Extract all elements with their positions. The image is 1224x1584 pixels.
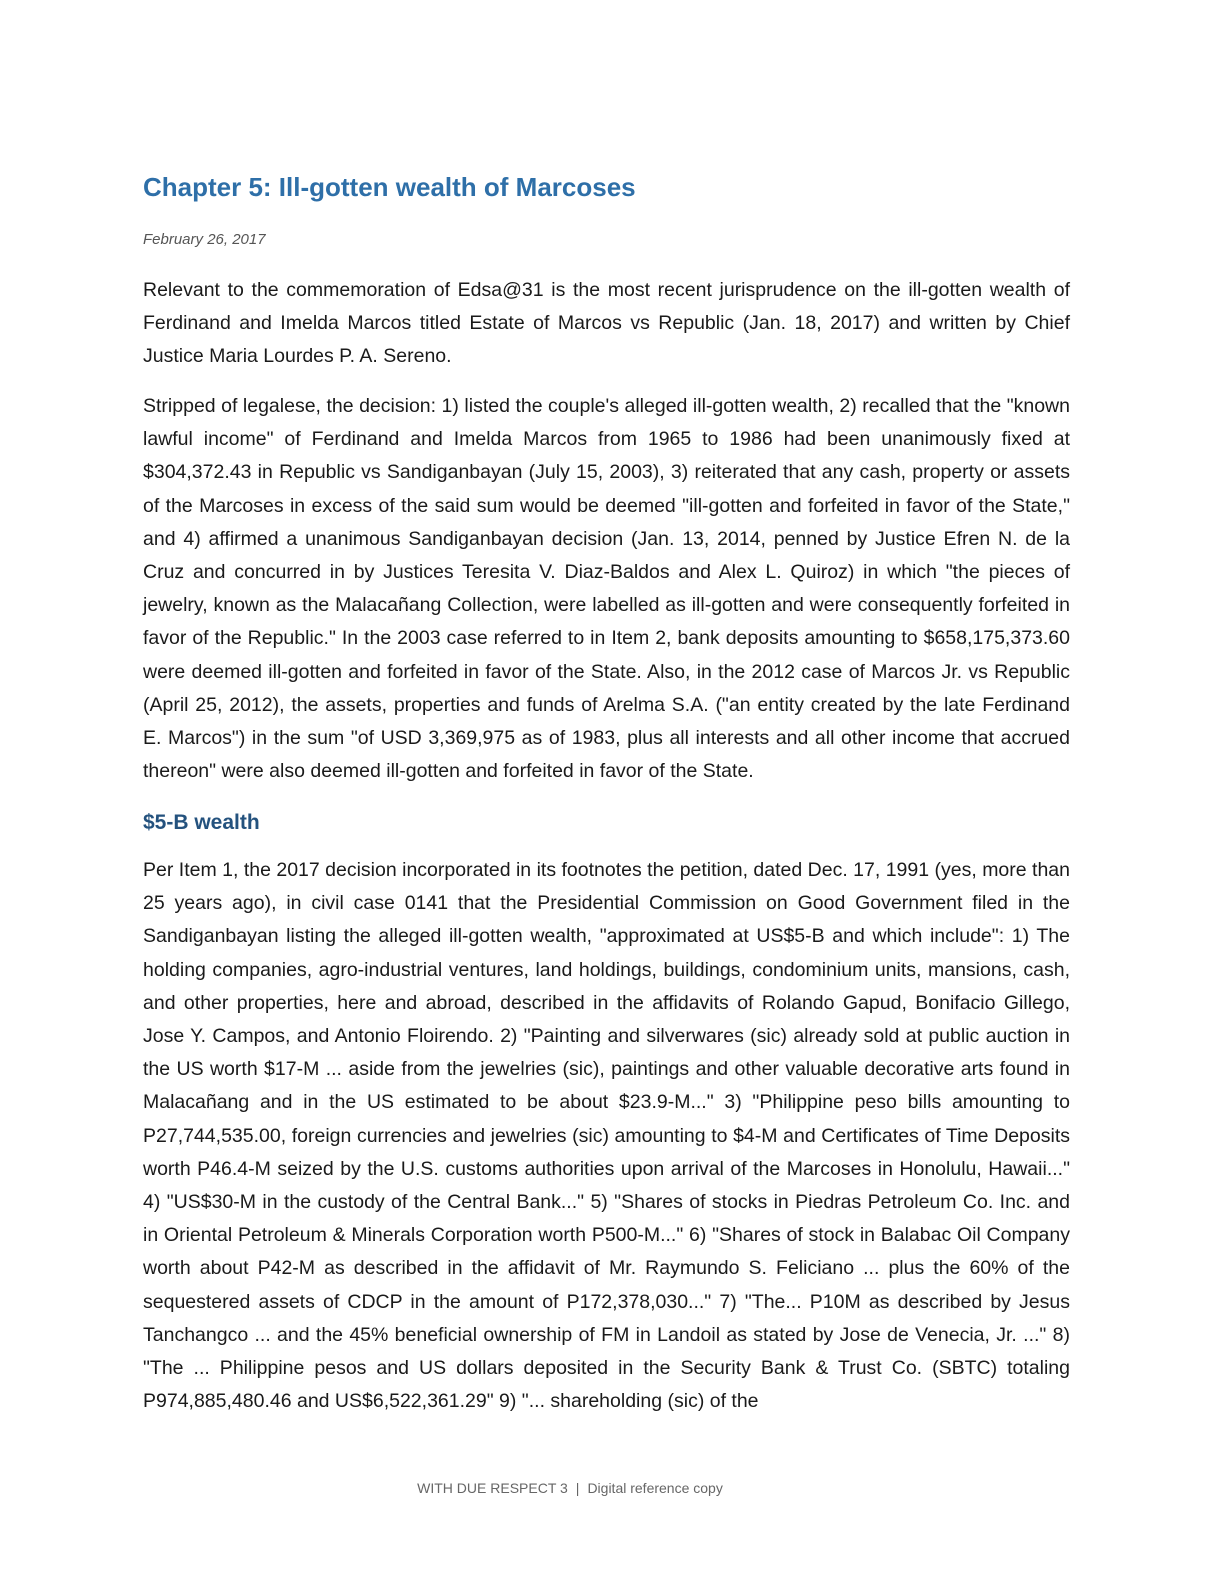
publication-date: February 26, 2017	[143, 231, 266, 248]
page-footer	[0, 1480, 1140, 1496]
footer-copy-label: Digital reference copy	[587, 1480, 723, 1496]
chapter-title: Chapter 5: Ill-gotten wealth of Marcoses	[143, 172, 636, 202]
footer-page-label: WITH DUE RESPECT 3	[417, 1480, 568, 1496]
paragraph-wealth-list: Per Item 1, the 2017 decision incorporated in its footnotes the petition, dated Dec. 17, 1991 (yes, more than 25 years ago), in civil case 0141 that the Presidential Commission on Good Government filed in the Sandiganbayan listing the alleged ill-gotten wealth, "approximated at US$5-B and which include": 1) The holding companies, agro-industrial ventures, land holdings, buildings, condominium units, mansions, cash, and other properties, here and abroad, described in the affidavits of Rolando Gapud, Bonifacio Gillego, Jose Y. Campos, and Antonio Floirendo. 2) "Painting and silverwares (sic) already sold at public auction in the US worth $17-M ... aside from the jewelries (sic), paintings and other valuable decorative arts found in Malacañang and in the US estimated to be about $23.9-M..." 3) "Philippine peso bills amounting to P27,744,535.00, foreign currencies and jewelries (sic) amounting to $4-M and Certificates of Time Deposits worth P46.4-M seized by the U.S. customs authorities upon arrival of the Marcoses in Honolulu, Hawaii..." 4) "US$30-M in the custody of the Central Bank..." 5) "Shares of stocks in Piedras Petroleum Co. Inc. and in Oriental Petroleum & Minerals Corporation worth P500-M..." 6) "Shares of stock in Balabac Oil Company worth about P42-M as described in the affidavit of Mr. Raymundo S. Feliciano ... plus the 60% of the sequestered assets of CDCP in the amount of P172,378,030..." 7) "The... P10M as described by Jesus Tanchangco ... and the 45% beneficial ownership of FM in Landoil as stated by Jose de Venecia, Jr. ..." 8) "The ... Philippine pesos and US dollars deposited in the Security Bank & Trust Co. (SBTC) totaling P974,885,480.46 and US$6,522,361.29" 9) "... shareholding (sic) of the	[143, 859, 1070, 1413]
paragraph-decision-summary: Stripped of legalese, the decision: 1) listed the couple's alleged ill-gotten wealth, 2) recalled that the "known lawful income" of Ferdinand and Imelda Marcos from 1965 to 1986 had been unanimously fixed at $304,372.43 in Republic vs Sandiganbayan (July 15, 2003), 3) reiterated that any cash, property or assets of the Marcoses in excess of the said sum would be deemed "ill-gotten and forfeited in favor of the State," and 4) affirmed a unanimous Sandiganbayan decision (Jan. 13, 2014, penned by Justice Efren N. de la Cruz and concurred in by Justices Teresita V. Diaz-Baldos and Alex L. Quiroz) in which "the pieces of jewelry, known as the Malacañang Collection, were labelled as ill-gotten and were consequently forfeited in favor of the Republic." In the 2003 case referred to in Item 2, bank deposits amounting to $658,175,373.60 were deemed ill-gotten and forfeited in favor of the State. Also, in the 2012 case of Marcos Jr. vs Republic (April 25, 2012), the assets, properties and funds of Arelma S.A. ("an entity created by the late Ferdinand E. Marcos") in the sum "of USD 3,369,975 as of 1983, plus all interests and all other income that accrued thereon" were also deemed ill-gotten and forfeited in favor of the State.	[143, 395, 1070, 783]
footer-separator: |	[575, 1480, 580, 1496]
paragraph-intro: Relevant to the commemoration of Edsa@31 is the most recent jurisprudence on the ill-gotten wealth of Ferdinand and Imelda Marcos titled Estate of Marcos vs Republic (Jan. 18, 2017) and written by Chief Justice Maria Lourdes P. A. Sereno.	[143, 279, 1070, 368]
document-page	[143, 0, 1070, 1584]
section-heading: $5-B wealth	[143, 811, 260, 834]
